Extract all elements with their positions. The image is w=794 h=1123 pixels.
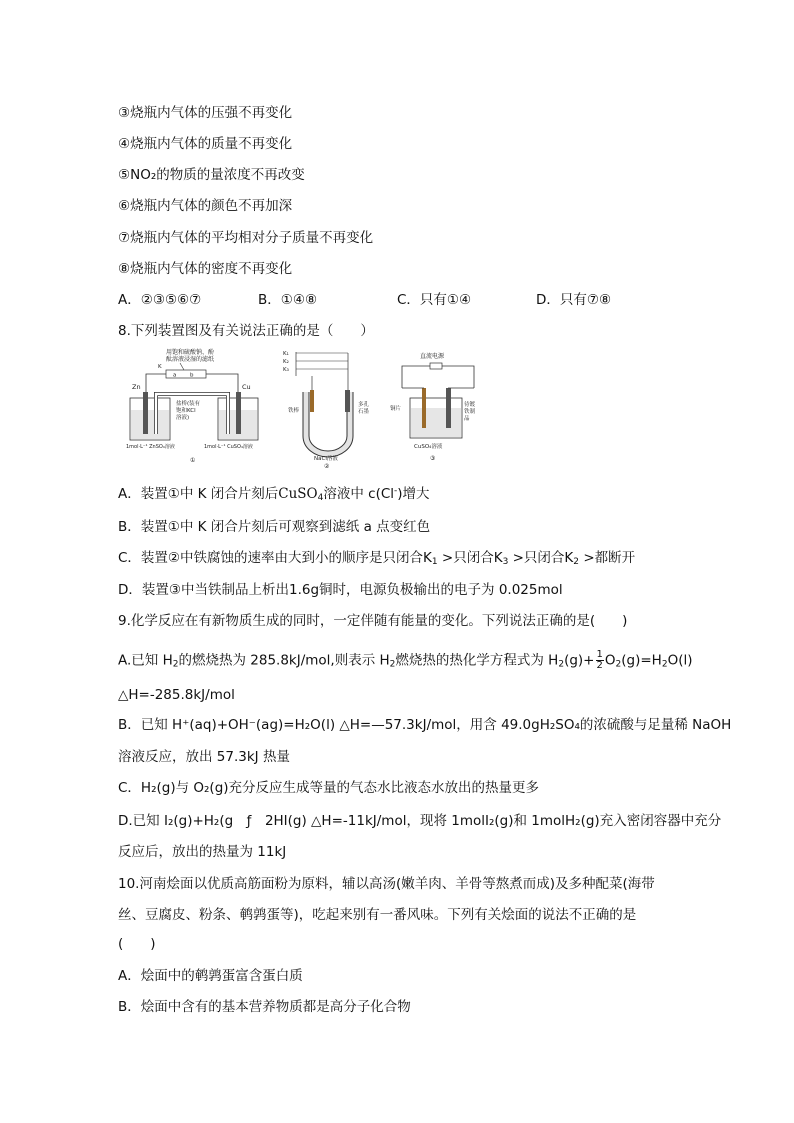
statement-3: ③烧瓶内气体的压强不再变化 bbox=[118, 105, 293, 121]
fraction-half: $\frac{1}{2}$ bbox=[596, 649, 603, 671]
fig1-top-label-2: 酞溶液浸湿的滤纸 bbox=[166, 356, 215, 363]
fig1-right-solution: 1mol·L⁻¹ CuSO₄溶液 bbox=[204, 444, 253, 450]
q8-option-b: B．装置①中 K 闭合片刻后可观察到滤纸 a 点变红色 bbox=[118, 519, 431, 535]
fig2-number: ② bbox=[324, 463, 330, 470]
statement-4: ④烧瓶内气体的质量不再变化 bbox=[118, 136, 293, 152]
q9-option-b-line2: 溶液反应，放出 57.3kJ 热量 bbox=[118, 749, 290, 765]
fig1-cu-label: Cu bbox=[242, 383, 251, 391]
fig1-bridge-label-1: 盐桥(装有 bbox=[176, 401, 201, 407]
q9-option-a: A.已知 $H_2$的燃烧热为 285.8kJ/mol,则表示 $H_2$燃烧热的热化学方程式为 $H_2(g)+$ $\frac{1}{2}$ $O_2(g)=H_2O(l)$ bbox=[118, 649, 693, 671]
statement-8: ⑧烧瓶内气体的密度不再变化 bbox=[118, 261, 293, 277]
q8-stem: 8.下列装置图及有关说法正确的是（ ） bbox=[118, 323, 374, 339]
fig2-solution: NaCl溶液 bbox=[314, 456, 338, 462]
fig2-graphite-label-2: 石墨 bbox=[358, 409, 370, 415]
fig1-b-label: b bbox=[190, 372, 194, 379]
fig3-plate-label-1: 待镀 bbox=[464, 402, 476, 408]
fig1-number: ① bbox=[190, 457, 196, 464]
q10-stem-line1: 10.河南烩面以优质高筋面粉为原料，辅以高汤(嫩羊肉、羊骨等熬煮而成)及多种配菜(海带 bbox=[118, 876, 655, 892]
q7-option-a: A．②③⑤⑥⑦ bbox=[118, 292, 202, 308]
q8-option-a: A．装置①中 K 闭合片刻后CuSO$_4$溶液中 c(Cl-)增大 bbox=[118, 486, 430, 503]
fig2-iron-label: 铁棒 bbox=[288, 408, 300, 414]
statement-7: ⑦烧瓶内气体的平均相对分子质量不再变化 bbox=[118, 230, 374, 246]
statement-5: ⑤NO₂的物质的量浓度不再改变 bbox=[118, 167, 305, 183]
q7-option-d: D．只有⑦⑧ bbox=[536, 292, 612, 308]
q10-option-a: A．烩面中的鹌鹑蛋富含蛋白质 bbox=[118, 968, 303, 984]
fig2-k1-label: K₁ bbox=[283, 351, 289, 357]
q10-stem-line2: 丝、豆腐皮、粉条、鹌鹑蛋等)，吃起来别有一番风味。下列有关烩面的说法不正确的是 bbox=[118, 907, 637, 923]
q8-apparatus-figures bbox=[118, 346, 478, 470]
fig1-bridge-label-3: 溶液) bbox=[176, 415, 190, 421]
q8-option-d: D．装置③中当铁制品上析出1.6g铜时，电源负极输出的电子为 0.025mol bbox=[118, 582, 563, 598]
figure-3-electroplating bbox=[390, 352, 476, 462]
fig1-k-label: K bbox=[158, 364, 162, 370]
q9-option-c: C．H₂(g)与 O₂(g)充分反应生成等量的气态水比液态水放出的热量更多 bbox=[118, 780, 540, 796]
statement-6: ⑥烧瓶内气体的颜色不再加深 bbox=[118, 198, 293, 214]
fig1-bridge-label-2: 饱和KCl bbox=[176, 408, 196, 414]
fig3-power-label: 直流电源 bbox=[420, 353, 445, 360]
q7-option-b: B．①④⑧ bbox=[258, 292, 318, 308]
q9-option-d-line1: D.已知 I₂(g)+H₂(g ƒ 2HI(g) △H=-11kJ/mol，现将 1molI₂(g)和 1molH₂(g)充入密闭容器中充分 bbox=[118, 813, 722, 829]
q9-option-a-line2: △H=-285.8kJ/mol bbox=[118, 687, 235, 703]
fig1-left-solution: 1mol·L⁻¹ ZnSO₄溶液 bbox=[126, 444, 175, 450]
fig2-graphite-label-1: 多孔 bbox=[358, 402, 370, 408]
q10-stem-line3: ( ) bbox=[118, 936, 156, 952]
fig3-number: ③ bbox=[430, 455, 436, 462]
fig3-solution: CuSO₄溶液 bbox=[414, 444, 443, 450]
figure-2-u-tube bbox=[283, 351, 370, 470]
fig3-plate-label-3: 品 bbox=[464, 416, 470, 422]
q8-option-c: C．装置②中铁腐蚀的速率由大到小的顺序是只闭合$K_1$ >只闭合$K_3$ >只闭合$K_2$ >都断开 bbox=[118, 550, 636, 567]
q7-option-c: C．只有①④ bbox=[397, 292, 472, 308]
fig1-zn-label: Zn bbox=[132, 383, 141, 391]
fig3-plate-label-2: 铁制 bbox=[464, 409, 476, 415]
fig2-k2-label: K₂ bbox=[283, 359, 289, 365]
figure-1-galvanic-cell bbox=[126, 348, 258, 464]
q10-option-b: B．烩面中含有的基本营养物质都是高分子化合物 bbox=[118, 999, 411, 1015]
fig3-copper-label: 铜片 bbox=[390, 406, 402, 412]
fig1-a-label: a bbox=[173, 372, 177, 379]
fig1-top-label-1: 用饱和硫酸钠、酚 bbox=[166, 349, 215, 356]
q9-stem: 9.化学反应在有新物质生成的同时，一定伴随有能量的变化。下列说法正确的是( ) bbox=[118, 613, 628, 629]
fig2-k3-label: K₃ bbox=[283, 367, 289, 373]
q9-option-b-line1: B．已知 H⁺(aq)+OH⁻(ag)=H₂O(l) △H=—57.3kJ/mol，用含 49.0gH₂SO₄的浓硫酸与足量稀 NaOH bbox=[118, 717, 732, 733]
q9-option-d-line2: 反应后，放出的热量为 11kJ bbox=[118, 844, 287, 860]
